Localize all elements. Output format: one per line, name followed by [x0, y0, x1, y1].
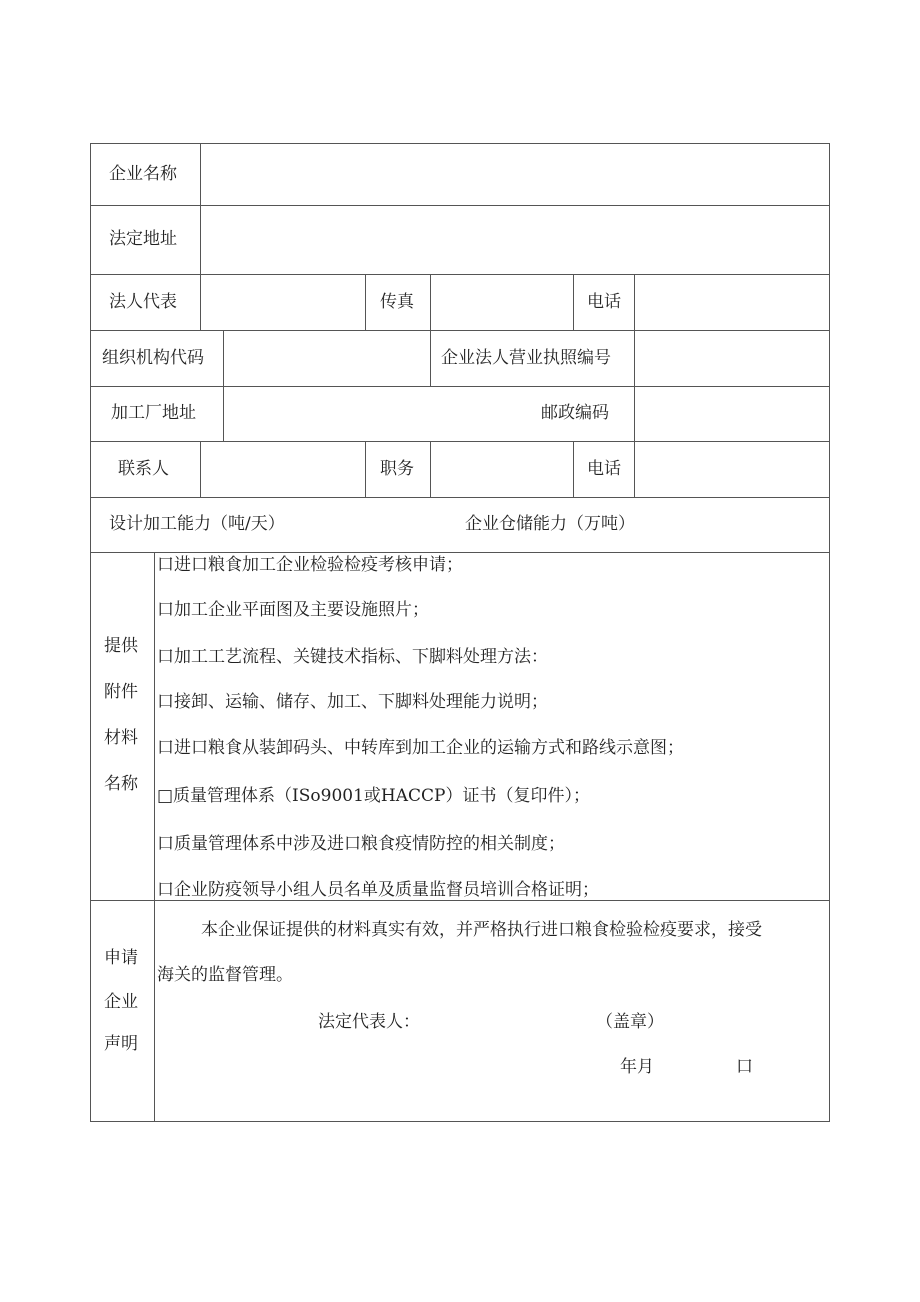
plant-address-field[interactable]: [224, 387, 524, 441]
legal-rep-label: 法人代表: [109, 292, 177, 312]
license-no-label: 企业法人营业执照编号: [441, 348, 611, 368]
declaration-label-line: 申请: [104, 948, 138, 968]
storage-label: 企业仓储能力（万吨）: [465, 514, 635, 534]
legal-address-field[interactable]: [201, 206, 829, 274]
date-label: 年月: [620, 1057, 654, 1077]
declaration-label-line: 企业: [104, 992, 138, 1012]
capacity-label: 设计加工能力（吨/天）: [109, 514, 285, 534]
attachments-label-line: 材料: [104, 728, 138, 748]
phone-field[interactable]: [635, 275, 829, 330]
attachment-item[interactable]: 口进口粮食加工企业检验检疫考核申请；: [157, 555, 463, 575]
fax-field[interactable]: [431, 275, 573, 330]
seal-label: （盖章）: [596, 1012, 664, 1032]
contact-label: 联系人: [118, 459, 169, 479]
org-code-label: 组织机构代码: [102, 348, 204, 368]
attachment-item[interactable]: 口企业防疫领导小组人员名单及质量监督员培训合格证明；: [157, 880, 599, 900]
legal-rep-signature-field[interactable]: [420, 1008, 590, 1036]
postcode-field[interactable]: [635, 387, 829, 441]
legal-rep-signature-label: 法定代表人：: [318, 1012, 420, 1032]
fax-label: 传真: [380, 292, 414, 312]
phone2-label: 电话: [587, 459, 621, 479]
attachment-item[interactable]: □质量管理体系（ISo9001或HACCP）证书（复印件）；: [157, 786, 590, 806]
attachment-item[interactable]: 口进口粮食从装卸码头、中转库到加工企业的运输方式和路线示意图；: [157, 738, 684, 758]
phone-label: 电话: [587, 292, 621, 312]
declaration-text: 海关的监督管理。: [157, 965, 293, 985]
attachment-item[interactable]: 口加工企业平面图及主要设施照片；: [157, 600, 429, 620]
phone2-field[interactable]: [635, 442, 829, 497]
contact-field[interactable]: [201, 442, 365, 497]
company-name-field[interactable]: [201, 144, 829, 205]
attachments-label-line: 名称: [104, 774, 138, 794]
position-label: 职务: [380, 459, 414, 479]
plant-address-label: 加工厂地址: [111, 403, 196, 423]
day-label: 口: [736, 1057, 753, 1077]
attachment-item[interactable]: 口质量管理体系中涉及进口粮食疫情防控的相关制度；: [157, 834, 565, 854]
position-field[interactable]: [431, 442, 573, 497]
attachments-label-line: 提供: [104, 636, 138, 656]
org-code-field[interactable]: [224, 331, 430, 386]
company-name-label: 企业名称: [109, 164, 177, 184]
attachment-item[interactable]: 口接卸、运输、储存、加工、下脚料处理能力说明；: [157, 692, 548, 712]
postcode-label: 邮政编码: [541, 403, 609, 423]
declaration-text: 本企业保证提供的材料真实有效，并严格执行进口粮食检验检疫要求，接受: [201, 920, 762, 940]
license-no-field[interactable]: [635, 331, 829, 386]
attachments-label-line: 附件: [104, 682, 138, 702]
declaration-label-line: 声明: [104, 1034, 138, 1054]
attachment-item[interactable]: 口加工工艺流程、关键技术指标、下脚料处理方法：: [157, 647, 548, 667]
legal-address-label: 法定地址: [109, 229, 177, 249]
legal-rep-field[interactable]: [201, 275, 365, 330]
